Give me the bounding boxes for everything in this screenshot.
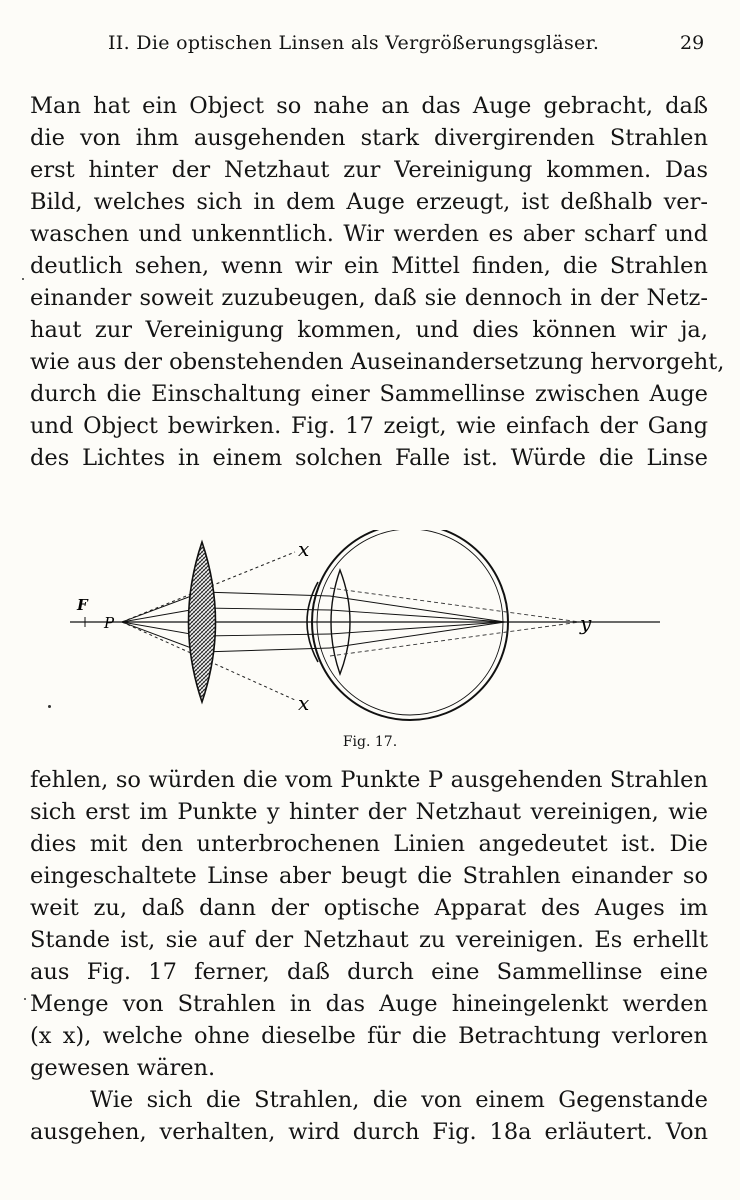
text-line: Wie sich die Strahlen, die von einem Gegenstande (90, 1087, 708, 1113)
ray (330, 596, 505, 622)
text-line: eingeschaltete Linse aber beugt die Strahlen einander so (30, 863, 708, 889)
dashed-ray (330, 588, 580, 622)
running-header (0, 28, 740, 58)
paragraph-bottom (30, 764, 708, 1148)
text-line: und Object bewirken. Fig. 17 zeigt, wie einfach der Gang (30, 413, 708, 439)
ray (330, 622, 505, 634)
ray (202, 592, 330, 596)
text-line: deutlich sehen, wenn wir ein Mittel finden, die Strahlen (30, 253, 708, 279)
converging-lens (189, 542, 216, 702)
label-x-bottom: x (298, 691, 310, 715)
print-speck (48, 705, 51, 708)
ray (330, 610, 505, 622)
text-line: weit zu, daß dann der optische Apparat des Auges im (30, 895, 708, 921)
text-line: Stande ist, sie auf der Netzhaut zu vereinigen. Es erhellt (30, 927, 708, 953)
print-speck (22, 278, 24, 280)
paragraph-top (30, 90, 725, 474)
text-line: des Lichtes in einem solchen Falle ist. Würde die Linse (30, 445, 708, 471)
ray (202, 634, 330, 636)
page-number: 29 (680, 32, 705, 54)
text-line: haut zur Vereinigung kommen, und dies können wir ja, (30, 317, 708, 343)
text-line: fehlen, so würden die vom Punkte P ausgehenden Strahlen (30, 767, 708, 793)
text-line: erst hinter der Netzhaut zur Vereinigung kommen. Das (30, 157, 708, 183)
dashed-ray (330, 622, 580, 656)
text-line: (x x), welche ohne dieselbe für die Betrachtung verloren (30, 1023, 708, 1049)
label-F: F (77, 596, 88, 614)
text-line: ausgehen, verhalten, wird durch Fig. 18a erläutert. Von (30, 1119, 708, 1145)
optics-diagram (60, 530, 680, 730)
text-line: Menge von Strahlen in das Auge hineingelenkt werden (30, 991, 708, 1017)
text-line: waschen und unkenntlich. Wir werden es aber scharf und (30, 221, 708, 247)
text-line: einander soweit zuzubeugen, daß sie dennoch in der Netz- (30, 285, 708, 311)
print-speck (24, 998, 26, 1000)
eyeball (312, 530, 508, 720)
text-line: wie aus der obenstehenden Auseinandersetzung hervorgeht, (30, 349, 725, 375)
ray (202, 608, 330, 610)
text-line: durch die Einschaltung einer Sammellinse zwischen Auge (30, 381, 708, 407)
label-P: P (104, 614, 115, 632)
ray (202, 648, 330, 652)
text-line: gewesen wären. (30, 1055, 216, 1081)
text-line: die von ihm ausgehenden stark divergirenden Strahlen (30, 125, 708, 151)
label-y: y (580, 611, 592, 635)
text-line: aus Fig. 17 ferner, daß durch eine Sammellinse eine (30, 959, 708, 985)
chapter-title: II. Die optischen Linsen als Vergrößerungsgläser. (108, 32, 600, 54)
ray (330, 622, 505, 648)
text-line: sich erst im Punkte y hinter der Netzhaut vereinigen, wie (30, 799, 708, 825)
text-line: Bild, welches sich in dem Auge erzeugt, ist deßhalb ver- (30, 189, 708, 215)
figure-caption: Fig. 17. (342, 734, 398, 750)
text-line: dies mit den unterbrochenen Linien angedeutet ist. Die (30, 831, 708, 857)
text-line: Man hat ein Object so nahe an das Auge gebracht, daß (30, 93, 708, 119)
label-x-top: x (298, 537, 310, 561)
